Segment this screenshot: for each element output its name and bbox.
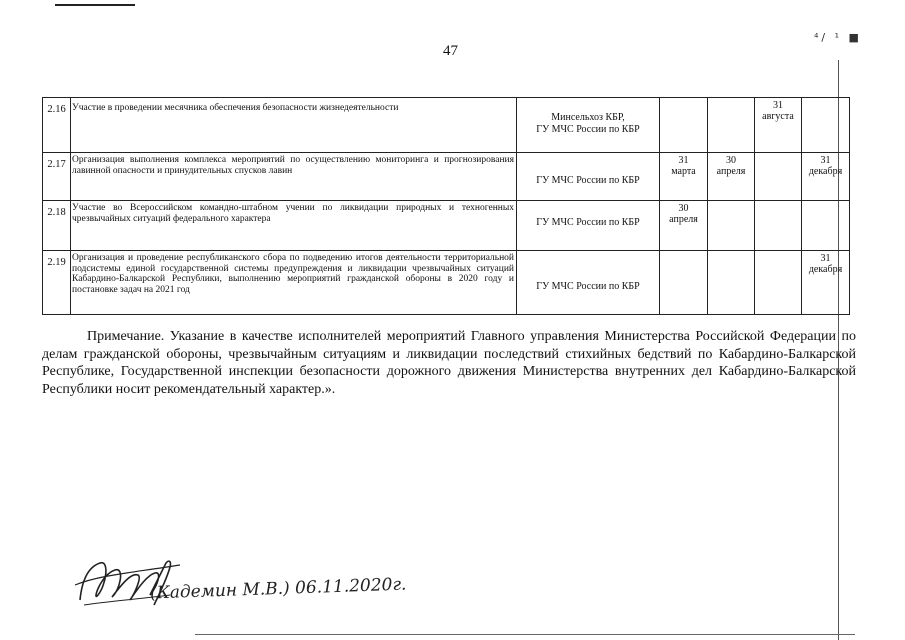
date-month: декабря: [808, 264, 843, 275]
date-month: августа: [762, 111, 794, 122]
date-cell-q2: [708, 201, 755, 251]
date-month: апреля: [669, 214, 698, 225]
handwritten-signature-text: (Кадемин М.В.) 06.11.2020г.: [149, 574, 407, 604]
row-number: 2.16: [43, 98, 71, 153]
row-number: 2.19: [43, 251, 71, 315]
table-row: [43, 153, 850, 201]
row-executor: [517, 251, 660, 315]
date-month: марта: [671, 166, 696, 177]
executor-line: ГУ МЧС России по КБР: [536, 124, 640, 135]
table-row: [43, 201, 850, 251]
page-number: 47: [443, 43, 458, 59]
row-description: Организация выполнения комплекса мероприятий по осуществлению мониторинга и прогнозирования лавинной опасности и принудительных спусков лавин: [71, 153, 517, 201]
date-cell-q4: [802, 251, 850, 315]
table-row: [43, 251, 850, 315]
date-cell-q1: [660, 251, 708, 315]
executor-line: ГУ МЧС России по КБР: [536, 217, 640, 228]
date-cell-q4: [802, 98, 850, 153]
row-number: 2.17: [43, 153, 71, 201]
note-paragraph: [42, 328, 856, 398]
top-rule: [55, 4, 135, 6]
plan-table: [42, 97, 850, 315]
row-executor: [517, 153, 660, 201]
date-cell-q3: [755, 153, 802, 201]
date-cell-q4: [802, 201, 850, 251]
row-description: Организация и проведение республиканского сбора по подведению итогов деятельности территориальной подсистемы единой государственной системы предупреждения и ликвидации чрезвычайных ситуаций Кабардино-Балкарской Республики, выполнению мероприятий гражданской обороны в 2020 году и постановке задач на 2021 год: [71, 251, 517, 315]
row-executor: [517, 201, 660, 251]
date-day: 30: [726, 155, 736, 166]
date-day: 30: [678, 203, 689, 214]
date-cell-q2: [708, 98, 755, 153]
date-cell-q4: [802, 153, 850, 201]
executor-line: Минсельхоз КБР,: [551, 112, 625, 123]
note-text: Примечание. Указание в качестве исполнителей мероприятий Главного управления Министерства Российской Федерации по делам гражданской обороны, чрезвычайным ситуациям и ликвидации последствий стихийных бедствий по Кабардино-Балкарской Республике, Государственной инспекции безопасности дорожного движения Министерства внутренних дел Кабардино-Балкарской Республики носит рекомендательный характер.».: [42, 329, 856, 397]
date-cell-q2: [708, 251, 755, 315]
date-day: 31: [678, 155, 689, 166]
date-month: апреля: [716, 166, 746, 177]
date-cell-q1: [660, 201, 708, 251]
row-description: Участие в проведении месячника обеспечения безопасности жизнедеятельности: [71, 98, 517, 153]
date-month: декабря: [808, 166, 843, 177]
date-cell-q1: [660, 98, 708, 153]
date-cell-q3: [755, 98, 802, 153]
date-cell-q2: [708, 153, 755, 201]
row-executor: [517, 98, 660, 153]
bottom-rule: [195, 634, 855, 635]
table-row: [43, 98, 850, 153]
date-cell-q1: [660, 153, 708, 201]
date-day: 31: [820, 155, 831, 166]
date-cell-q3: [755, 201, 802, 251]
row-description: Участие во Всероссийском командно-штабном учении по ликвидации природных и техногенных чрезвычайных ситуаций федерального характера: [71, 201, 517, 251]
signature-icon: [70, 545, 190, 615]
executor-line: ГУ МЧС России по КБР: [536, 281, 640, 292]
date-day: 31: [773, 100, 783, 111]
row-number: 2.18: [43, 201, 71, 251]
date-cell-q3: [755, 251, 802, 315]
executor-line: ГУ МЧС России по КБР: [536, 175, 640, 186]
scan-marks: ⁴/ ¹ ■: [814, 31, 862, 44]
date-day: 31: [820, 253, 831, 264]
